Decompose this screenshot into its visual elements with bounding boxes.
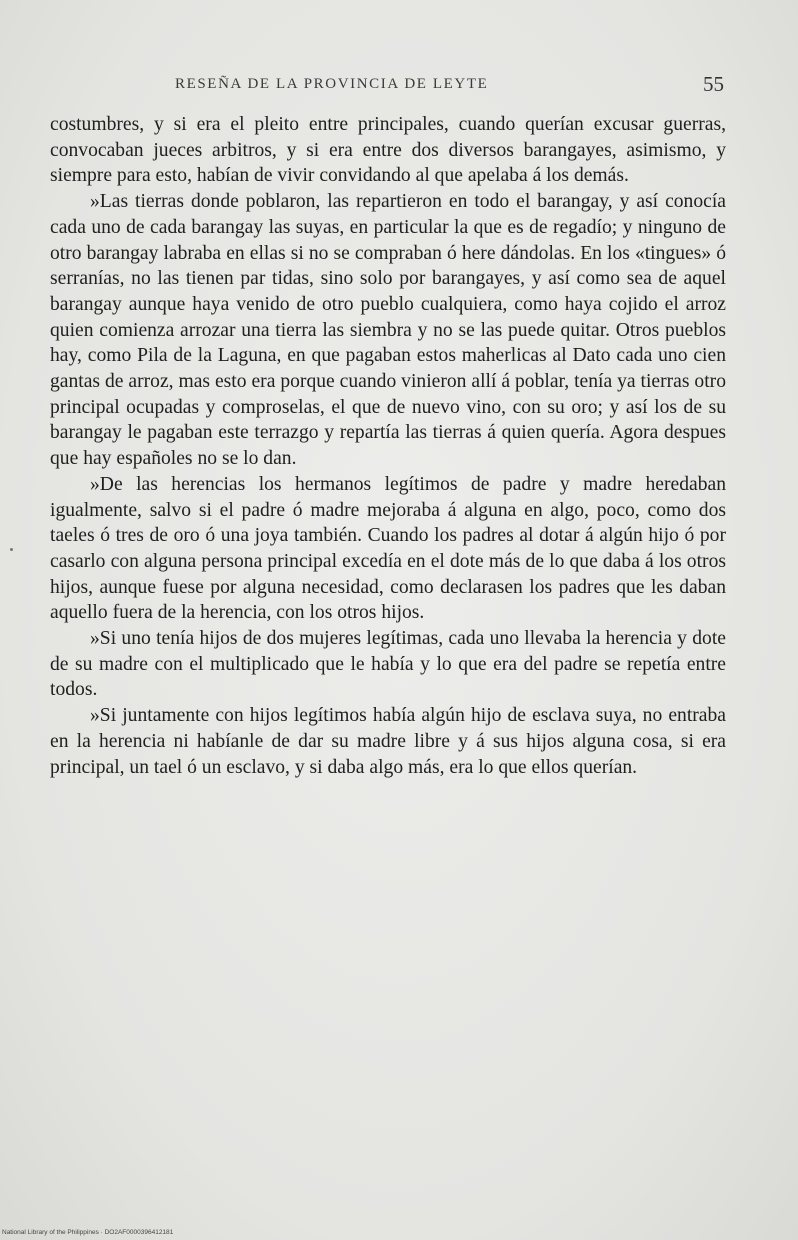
margin-speck bbox=[10, 548, 13, 551]
paragraph-herencias: »De las herencias los hermanos legítimos de padre y madre heredaban igualmente, salvo si el padre ó madre mejoraba á alguna en algo, poco, como dos taeles ó tres de oro ó una joya también. Cuando los padres al dotar á algún hijo ó por casarlo con alguna persona principal excedía en el dote más de lo que daba á los otros hijos, aunque fuese por alguna necesidad, como declarasen los padres que les daban aquello fuera de la herencia, con los otros hijos. bbox=[50, 473, 726, 624]
page-number: 55 bbox=[703, 72, 724, 96]
body-text bbox=[50, 112, 726, 780]
paragraph-esclava: »Si juntamente con hijos legítimos había algún hijo de esclava suya, no entraba en la herencia ni habíanle de dar su madre libre y á sus hijos alguna cosa, si era principal, un tael ó un esclavo, y si daba algo más, era lo que ellos querían. bbox=[50, 705, 726, 778]
page-header bbox=[40, 72, 730, 100]
paragraph-dos-mujeres: »Si uno tenía hijos de dos mujeres legítimas, cada uno llevaba la herencia y dote de su madre con el multiplicado que le había y lo que era del padre se repetía entre todos. bbox=[50, 628, 726, 701]
paragraph-tierras: »Las tierras donde poblaron, las repartieron en todo el barangay, y así conocía cada uno de cada barangay las suyas, en particular la que es de regadío; y ninguno de otro barangay labraba en ellas si no se compraban ó here dándolas. En los «tingues» ó serranías, no las tienen par tidas, sino solo por barangayes, y así como sea de aquel barangay aunque haya venido de otro pueblo cualquiera, como haya cojido el arroz quien comienza arrozar una tierra las siembra y no se las puede quitar. Otros pueblos hay, como Pila de la Laguna, en que pagaban estos maherlicas al Dato cada uno cien gantas de arroz, mas esto era porque cuando vinieron allí á poblar, tenía ya tierras otro principal ocupadas y comproselas, el que de nuevo vino, con su oro; y así los de su barangay le pagaban este terrazgo y repartía las tierras á quien quería. Agora despues que hay españoles no se lo dan. bbox=[50, 191, 726, 470]
paragraph-continuation: costumbres, y si era el pleito entre principales, cuando querían excusar guerras, convocaban jueces arbitros, y si era entre dos diversos barangayes, asimismo, y siempre para esto, habían de vivir convidando al que apelaba á los demás. bbox=[50, 114, 726, 187]
scan-credit: National Library of the Philippines · DO2AF0000396412181 bbox=[2, 1229, 174, 1236]
running-title: RESEÑA DE LA PROVINCIA DE LEYTE bbox=[175, 76, 489, 92]
